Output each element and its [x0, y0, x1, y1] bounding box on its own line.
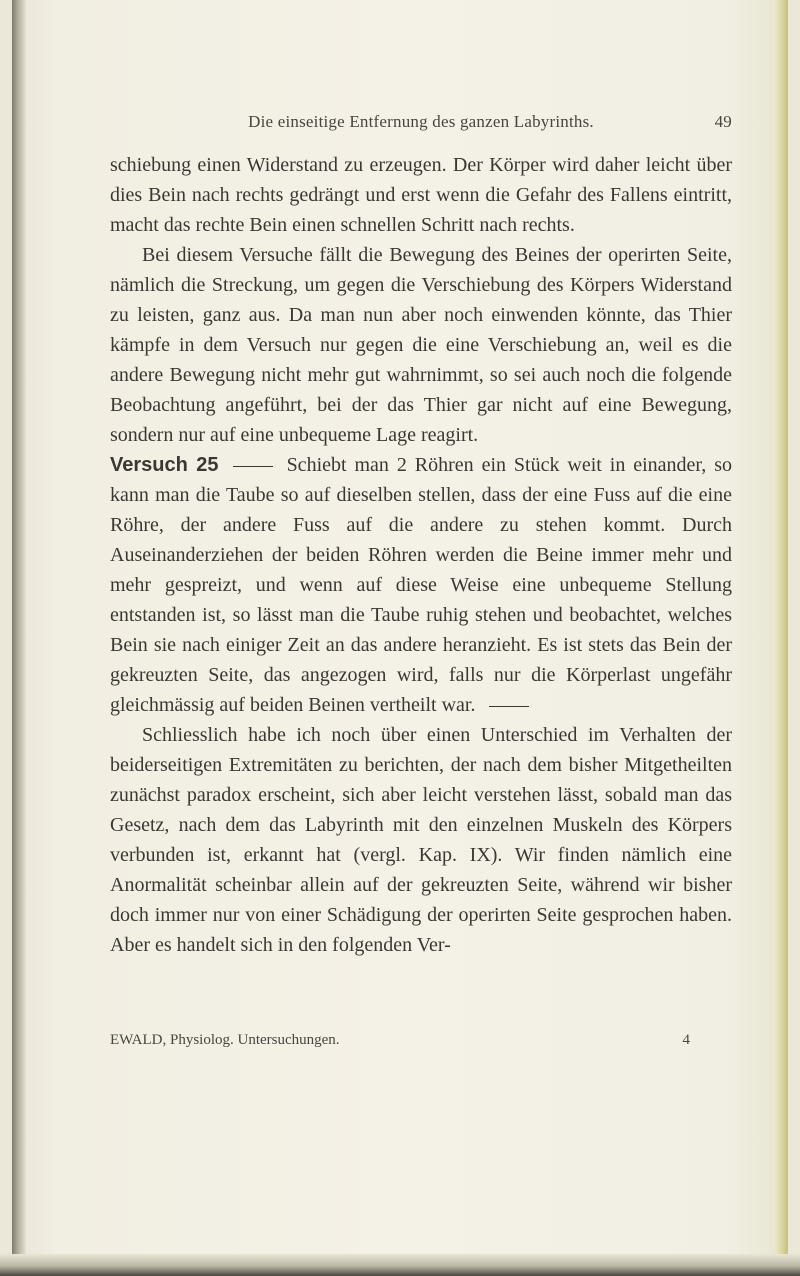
book-spine-shadow — [12, 0, 26, 1276]
paragraph-3 — [110, 450, 732, 720]
page-number: 49 — [714, 112, 732, 131]
em-dash — [233, 466, 273, 467]
paragraph-2: Bei diesem Versuche fällt die Bewegung des Beines der operirten Seite, nämlich die Streckung, um gegen die Verschiebung des Körpers Widerstand zu leisten, ganz aus. Da man nun aber noch einwenden könnte, das Thier kämpfe in dem Versuch nur gegen die eine Verschiebung an, weil es die andere Bewegung nicht mehr gut wahrnimmt, so sei auch noch die folgende Beobachtung angeführt, bei der das Thier gar nicht auf eine Bewegung, sondern nur auf eine unbequeme Lage reagirt. — [110, 244, 732, 446]
running-header — [110, 112, 732, 136]
page-edge — [774, 0, 788, 1276]
paragraph-3-text: Schiebt man 2 Röhren ein Stück weit in einander, so kann man die Taube so auf dieselben stellen, dass der eine Fuss auf die eine Röhre, der andere Fuss auf die andere zu stehen kommt. Durch Auseinanderziehen der beiden Röhren werden die Beine immer mehr und mehr gespreizt, und wenn auf diese Weise eine unbequeme Stellung entstanden ist, so lässt man die Taube ruhig stehen und beobachtet, welches Bein sie nach einiger Zeit an das andere heranzieht. Es ist stets das Bein der gekreuzten Seite, das angezogen wird, falls nur die Körperlast ungefähr gleichmässig auf beiden Beinen vertheilt war. — [110, 454, 732, 716]
imprint: EWALD, Physiolog. Untersuchungen. — [110, 1032, 340, 1048]
book-page — [12, 0, 788, 1276]
paragraph-4: Schliesslich habe ich noch über einen Unterschied im Verhalten der beiderseitigen Extremitäten zu berichten, der nach dem bisher Mitgetheilten zunächst paradox erscheint, sich aber leicht verstehen lässt, sobald man das Gesetz, nach dem das Labyrinth mit den einzelnen Muskeln des Körpers verbunden ist, erkannt hat (vergl. Kap. IX). Wir finden nämlich eine Anormalität scheinbar allein auf der gekreuzten Seite, während wir bisher doch immer nur von einer Schädigung der operirten Seite gesprochen haben. Aber es handelt sich in den folgenden Ver- — [110, 724, 732, 956]
body-text — [110, 150, 732, 960]
page-footer — [110, 1032, 732, 1054]
page-bottom-shadow — [0, 1254, 800, 1276]
experiment-label: Versuch 25 — [110, 454, 219, 476]
em-dash — [489, 706, 529, 707]
signature-mark: 4 — [682, 1032, 690, 1048]
paragraph-1: schiebung einen Widerstand zu erzeugen. Der Körper wird daher leicht über dies Bein nach rechts gedrängt und erst wenn die Gefahr des Fallens eintritt, macht das rechte Bein einen schnellen Schritt nach rechts. — [110, 154, 732, 236]
running-title: Die einseitige Entfernung des ganzen Labyrinths. — [248, 112, 594, 131]
